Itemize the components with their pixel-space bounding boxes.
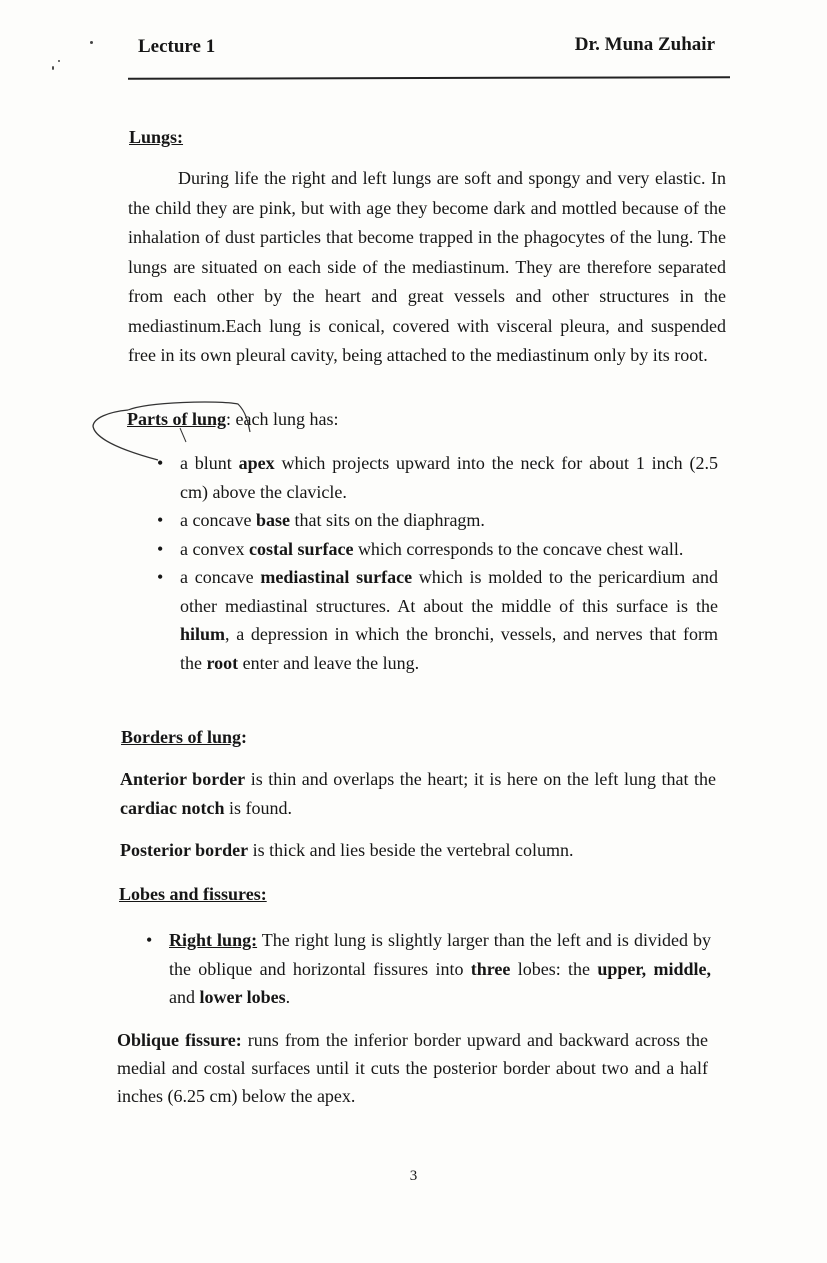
list-item: • a blunt apex which projects upward into the neck for about 1 inch (2.5 cm) above the clavicle. [180,449,718,506]
header-author: Dr. Muna Zuhair [574,34,715,55]
bullet-icon: • [157,567,164,587]
oblique-fissure-paragraph: Oblique fissure: runs from the inferior border upward and backward across the medial and costal surfaces until it cuts the posterior border about two and a half inches (6.25 cm) below the apex. [117,1030,708,1106]
parts-intro: : each lung has: [226,409,339,429]
list-item: • a concave base that sits on the diaphragm. [180,506,718,535]
scan-speck [90,41,93,44]
scan-speck [58,60,60,62]
list-item: • Right lung: The right lung is slightly larger than the left and is divided by the oblique and horizontal fissures into three lobes: the upper, middle, and lower lobes. [169,926,711,1012]
bullet-icon: • [157,453,164,473]
borders-heading: Borders of lung [121,727,242,747]
lungs-paragraph-text: During life the right and left lungs are soft and spongy and very elastic. In the child they are pink, but with age they become dark and mottled because of the inhalation of dust particles that become trapped in the phagocytes of the lung. The lungs are situated on each side of the mediastinum. They are therefore separated from each other by the heart and great vessels and other structures in the mediastinum.Each lung is conical, covered with visceral pleura, and suspended free in its own pleural cavity, being attached to the mediastinum only by its root. [128,168,726,365]
posterior-border-paragraph: Posterior border is thick and lies beside the vertebral column. [120,840,574,860]
borders-heading-line: Borders of lung: [121,727,248,747]
lobes-list [146,926,711,1012]
anterior-border-paragraph: Anterior border is thin and overlaps the heart; it is here on the left lung that the cardiac notch is found. [120,769,716,818]
header-lecture: Lecture 1 [138,36,216,57]
list-item: • a convex costal surface which corresponds to the concave chest wall. [180,535,718,564]
bullet-icon: • [146,930,153,950]
scan-speck [52,66,54,70]
list-item: • a concave mediastinal surface which is molded to the pericardium and other mediastinal structures. At about the middle of this surface is the hilum, a depression in which the bronchi, vessels, and nerves that form the root enter and leave the lung. [180,563,718,677]
lungs-paragraph [128,164,726,371]
lungs-heading: Lungs: [129,127,184,147]
lobes-heading: Lobes and fissures: [119,884,267,904]
parts-list [157,449,718,677]
bullet-icon: • [157,538,164,559]
parts-heading: Parts of lung [127,409,226,429]
bullet-icon: • [157,510,164,530]
header-rule [128,76,730,80]
page-number: 3 [409,1168,418,1184]
